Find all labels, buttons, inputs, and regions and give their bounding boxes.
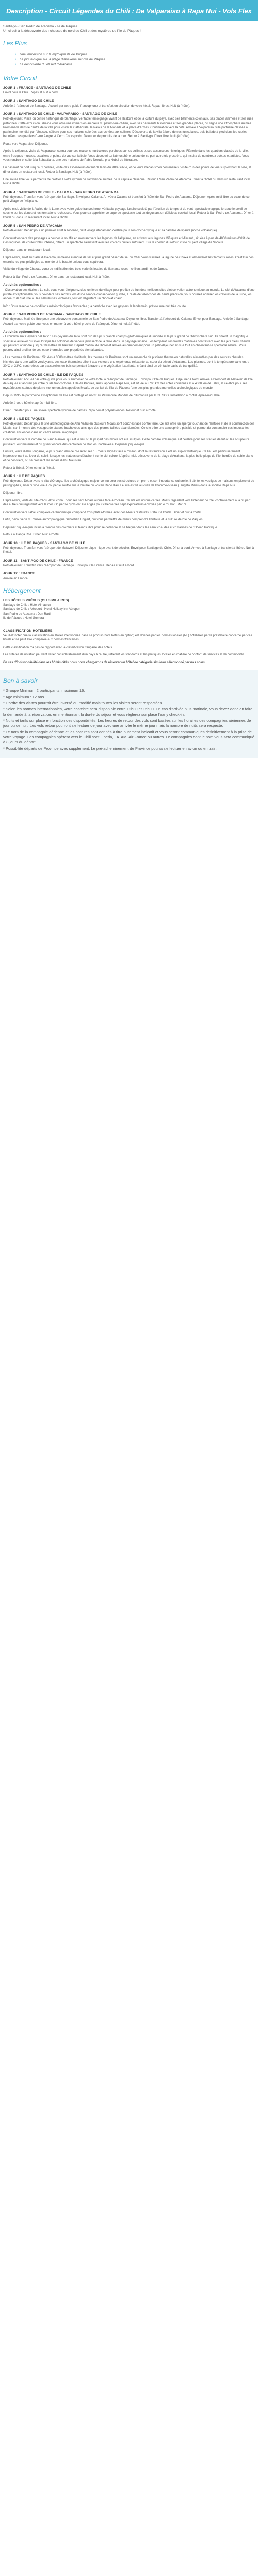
day-title: JOUR 12 : FRANCE [3, 572, 35, 575]
day-title: Activités optionnelles : [3, 283, 41, 287]
bon-a-savoir-item: * Selon les normes internationales, votre chambre sera disponible entre 12h30 et 15h00. En cas d'arrivée plus matinale, vous devez donc en faire la demande à la réservation, en mentionnant la durée du séjour et vous réglerez sur place l'early check-in. [3, 707, 253, 717]
page-title: Description - Circuit Légendes du Chili : De Valparaiso à Rapa Nui - Vols Flex [0, 0, 258, 21]
circuit-heading: Votre Circuit [3, 75, 37, 82]
day-paragraph: Retour à San Pedro de Atacama. Dîner dans un restaurant local. Nuit à l'hôtel. [3, 275, 110, 279]
classification-para: Cette classification n'a pas de rapport avec la classification française des hôtels. [3, 646, 113, 649]
bon-a-savoir-item: * Possibilité départs de Province avec supplément. Le pré-acheminement de Province pourra s'effectuer en avion ou en train. [3, 746, 218, 751]
day-paragraph: Après-midi, visite de la Vallée de la Lune avec votre guide francophone, véritable paysage lunaire sculpté par l'érosion du temps et du vent, spectacle magique lorsque le soleil se couche sur les dunes et les formations rocheuses. Vous pourrez apprécier ce superbe spectacle tout en dégustant un délicieux cocktail local. Retour à San Pedro de Atacama. Dîner à l'hôtel ou dans un restaurant local. Nuit à l'hôtel. [3, 207, 254, 219]
day-paragraph: Arrivée à l'aéroport de Santiago. Accueil par votre guide francophone et transfert en direction de votre hôtel. Repas libres. Nuit (à l'hôtel). [3, 104, 190, 108]
day-paragraph: Déjeuner pique-nique inclus à l'ombre des cocotiers et temps libre pour se détendre et se baigner dans les eaux chaudes et cristallines de l'Océan Pacifique. [3, 526, 218, 529]
classification-para: Veuillez noter que la classification en étoiles mentionnée dans ce produit (hors hôtels en option) est donnée par les normes locales (NL) hôtelières par le prestataire concerné par ces hôtels et ne peut être comparée aux normes françaises. [3, 634, 252, 641]
day-paragraph: Envol pour le Chili. Repas et nuit à bord. [3, 91, 59, 94]
day-title: JOUR 3 : SANTIAGO DE CHILE - VALPARAISO - SANTIAGO DE CHILE [3, 112, 118, 116]
day-title: JOUR 5 : SAN PEDRO DE ATACAMA [3, 224, 63, 228]
day-paragraph: Retour à Hanga Roa. Dîner. Nuit à l'hôtel. [3, 533, 60, 536]
day-title: JOUR 6 : SAN PEDRO DE ATACAMA - SANTIAGO DE CHILE [3, 313, 101, 316]
day-title: JOUR 4 : SANTIAGO DE CHILE - CALAMA - SAN PEDRO DE ATACAMA [3, 190, 119, 194]
page [0, 0, 258, 758]
trip-meta [0, 21, 258, 33]
bon-a-savoir-item: * Le nom de la compagnie aérienne et les horaires sont donnés à titre purement indicatif et vous seront communiqués définitivement à la prise de votre voyage. Les compagnies opèrent vers le Chili sont : Iberia, LATAM, Air France ou autres. Le compagnies dont le nom vous sera communiqué à 8 jours du départ. [3, 730, 255, 744]
day-title: JOUR 9 : ILE DE PAQUES [3, 474, 45, 478]
day-title: JOUR 7 : SANTIAGO DE CHILE - ILE DE PAQUES [3, 372, 84, 377]
day-paragraph: Déjeuner libre. [3, 492, 24, 495]
classification-title: CLASSIFICATION HÔTELIÈRE [3, 629, 53, 633]
hotel-item: Santiago de Chile : Hotel Almacruz [3, 603, 51, 607]
day-paragraph: L'après-midi, visite du site d'Ahu Akivi, connu pour ses sept Moaïs alignés face à l'océan. Ce site est unique car les Moaïs regardent vers l'intérieur de l'île, contrairement à la plupart des autres qui regardent vers la mer. On pense qu'ils ont été érigés pour célébrer les sept explorateurs envoyés par le roi Hotu Matu'a. [3, 499, 251, 506]
bon-a-savoir-item: * Age minimum : 12 ans [3, 694, 44, 699]
day-paragraph: Arrivée à votre hôtel et après-midi libre. [3, 401, 57, 405]
day-paragraph: Info : Sous réserve de conditions météorologiques favorables ; la cambrée avec les geysers le lendemain, prévoir une nuit très courte. [3, 304, 187, 308]
plus-item: • Une immersion sur la mythique île de Pâques [20, 52, 258, 57]
day-paragraph: Déjeuner dans un restaurant local. [3, 248, 51, 252]
hebergement-section [0, 599, 258, 665]
day-title: JOUR 2 : SANTIAGO DE CHILE [3, 99, 54, 103]
day-paragraph: Continuation vers des paysages à couper le souffle en montant vers les lagunes de l'altiplano, en arrivant aux lagunes Miñiques et Miscanti, situées à plus de 4000 mètres d'altitude. Ces lagunes, de couleur bleu intense, offrent un spectacle saisissant avec les volcans qui les entourent. Sur le chemin du retour, visite du petit village de Socaire. [3, 236, 251, 244]
day-paragraph: Petit-déjeuner. Transfert vers l'aéroport de Mataveri. Déjeuner pique-nique avant de décoller. Envol pour Santiago de Chile. Dîner à bord. Arrivée à Santiago et transfert à l'hôtel. Nuit à l'hôtel. [3, 546, 254, 554]
day-title: JOUR 10 : ILE DE PAQUES - SANTIAGO DE CHILE [3, 541, 86, 545]
day-title: JOUR 8 : ILE DE PAQUES [3, 417, 45, 421]
bon-a-savoir-heading: Bon à savoir [3, 677, 38, 684]
day-paragraph: Retour à l'hôtel. Dîner et nuit à l'hôtel. [3, 466, 55, 470]
bon-a-savoir-section [0, 670, 258, 758]
plus-heading: Les Plus [3, 40, 27, 47]
day-paragraph: Petit-déjeuner. Départ pour un premier arrêt à Toconao, petit village atacameño célèbre pour son clocher typique et sa carrière de liparite (roche volcanique). [3, 229, 218, 232]
day-title: JOUR 1 : FRANCE - SANTIAGO DE CHILE [3, 86, 72, 90]
day-paragraph: En passant du port jusqu'aux collines, visite des ascenseurs datant de la fin du XIXe siècle, et de leurs mécanismes centenaires. Visite d'un des points de vue surplombant la ville, et dîner dans un restaurant local. Retour à Santiago. Nuit (à l'hôtel). [3, 166, 251, 174]
bon-a-savoir-item: * Nuits et tarifs sur place en fonction des disponibilités. Les heures de retour des vols sont basées sur les horaires des compagnies aériennes de jour ou de nuit. Les vols retour pourront s'effectuer de jour avec une arrivée le même jour mais la nombre de nuits sera respecté. [3, 718, 251, 728]
hotels-subtitle: LES HÔTELS PRÉVUS (OU SIMILAIRES) [3, 598, 69, 602]
plus-item: • La découverte du désert d'Atacama [20, 62, 258, 67]
day-paragraph: L'après-midi, arrêt au Salar d'Atacama, immense étendue de sel et plus grand désert de sel du Chili. Vous visiterez la lagune de Chaxa et observerez les flamants roses. C'est l'un des endroits les plus privilégiés au monde et la beauté unique vous captivera. [3, 256, 254, 264]
day-paragraph: Petit-déjeuner. Visite du centre historique de Santiago. Véritable témoignage vivant de l'histoire et de la culture du pays, avec ses bâtiments coloniaux, ses places animées et ses rues piétonnes. Cette excursion urbaine vous offre une immersion au cœur du patrimoine chilien, avec ses bâtiments historiques et ses grandes places, où règne une atmosphère animée. Promenade dans le centre de la ville pour visiter la Cathédrale, le Palais de la Moneda et la place d'Armes. Continuation vers la côte. Arrivée à Valparaiso, ville portuaire classée au patrimoine mondial par l'Unesco, célèbre pour ses maisons colorées accrochées aux collines. Découverte de la ville à bord de ses funiculaires, puis balade à pied dans les ruelles bariolées des quartiers Cerro Alegre et Cerro Concepción. Déjeuner de produits de la mer. Retour à Santiago. Dîner libre. Nuit (à l'hôtel). [3, 117, 253, 138]
day-paragraph: Après le déjeuner, visite de Valparaiso, connu pour ses maisons multicolores perchées sur les collines et ses ascenseurs historiques. Flânerie dans les quartiers classés de la ville, entre fresques murales, escaliers et points de vue sur la baie. Vous découvrirez l'atmosphère unique de ce port autrefois prospère, qui inspira de nombreux poètes et artistes. Vous vous rendrez ensuite à la Sebastiana, une des maisons de Pablo Neruda, prix Nobel de littérature. [3, 150, 249, 162]
hotel-item: Ile de Pâques : Hotel Gomera [3, 617, 44, 620]
day-paragraph: Depuis 1995, le patrimoine exceptionnel de l'île est protégé et inscrit au Patrimoine Mondial de l'Humanité par l'UNESCO. Installation à l'hôtel. Après-midi libre. [3, 394, 221, 397]
day-paragraph: - Excursion aux Geysers del Tatio : Les geysers du Tatio sont l'un des plus grands champs géothermiques du monde et le plus grand de l'hémisphère sud. Ils offrent un magnifique spectacle au lever du soleil lorsque les colonnes de vapeur jaillissent de la terre dans un paysage lunaire. Les températures froides matinales contrastent avec les jets d'eau chaude qui peuvent atteindre jusqu'à 10 mètres de hauteur. Départ matinal de l'hôtel et arrivée au campement pour un petit-déjeuner en vue tout en observant ce spectacle naturel. Vous pourrez ainsi profiter de ces eaux thermales aux propriétés bienfaisantes. [3, 335, 251, 352]
bon-a-savoir-item: * L'ordre des visites pourrait être inversé ou modifié mais toutes les visites seront respectées. [3, 701, 163, 705]
day-paragraph: Arrivée en France. [3, 577, 29, 580]
day-paragraph: Continuation vers la carrière de Rano Raraku, qui est le lieu où la plupart des moaïs ont été sculptés. Cette carrière volcanique est célèbre pour ses statues de tuf où les sculpteurs puisaient leur matériau et où gisent encore des centaines de statues inachevées. Déjeuner pique-nique. [3, 438, 249, 446]
plus-list [0, 52, 258, 67]
day-paragraph: Petit-déjeuner. Départ pour le site archéologique de Ahu Vaihu en plusieurs Moaïs sont couchés face contre terre. Ce site offre un aperçu touchant de l'histoire et de la construction des Moaïs, car il montre des vestiges de statues inachevées ainsi que des pierres taillées abandonnées. Ce site offre une atmosphère paisible et permet de contempler ces imposantes créations anciennes dans un cadre naturel magnifique. [3, 422, 255, 434]
day-title: JOUR 11 : SANTIAGO DE CHILE - FRANCE [3, 558, 73, 563]
hotel-list [3, 603, 255, 621]
hotel-item: San Pedro de Atacama : Don Raúl [3, 612, 51, 616]
day-paragraph: Visite du village de Chaxas, zone de nidification des trois variétés locales de flamants roses : chilien, andin et de James. [3, 268, 168, 271]
bon-a-savoir-item: * Groupe Minimum 2 participants, maximum 16. [3, 688, 85, 693]
route-line: Santiago - San Pedro de Atacama - Ile de Pâques [3, 25, 77, 28]
day-paragraph: Ensuite, visite d'Ahu Tongariki, le plus grand ahu de l'île avec ses 15 moaïs alignés face à l'océan, dont la restauration a été un exploit historique. Ce lieu est particulièrement impressionnant au lever du soleil, lorsque les statues se détachent sur le ciel coloré. L'après-midi, découverte de la plage d'Anakena, la plus belle plage de l'île, bordée de sable blanc et de cocotiers, où se dressent les moaïs d'Ahu Nau Nau. [3, 450, 253, 462]
day-paragraph: Dîner. Transfert pour une soirée spectacle typique de danses Rapa Nui et polynésiennes. Retour et nuit à l'hôtel. [3, 409, 157, 412]
day-paragraph: Enfin, découverte du musée anthropologique Sebastián Englert, qui vous permettra de mieux comprendre l'histoire et la culture de l'île de Pâques. [3, 518, 204, 521]
day-paragraph: Petit-déjeuner. Matinée libre pour une découverte personnelle de San Pedro de Atacama. Déjeuner libre. Transfert à l'aéroport de Calama. Envol pour Santiago. Arrivée à Santiago. Accueil par votre guide pour vous emmener à votre hôtel proche de l'aéroport. Dîner et nuit à l'hôtel. [3, 318, 250, 326]
day-paragraph: Petit-déjeuner. Départ vers le site d'Orongo, lieu archéologique majeur connu pour ses structures en pierre et son importance culturelle. Il abrite les vestiges de maisons en pierre et de pétroglyphes, ainsi qu'une vue à couper le souffle sur le cratère du volcan Rano Kau. Le site est lié au culte de l'homme-oiseau (Tangata Manu) dans la société Rapa Nui. [3, 480, 254, 487]
day-paragraph: Petit-déjeuner. Accueil par votre guide pour vous emmener de votre hôtel à l'aéroport de Santiago. Envol pour l'île de Pâques. Déjeuner à bord. Arrivée à l'aéroport de Mataveri de l'île de Pâques et accueil par votre guide francophone. L'île de Pâques, aussi appelée Rapa Nui, est située à 3700 km des côtes chiliennes et à 4000 km de Tahiti, et célèbre pour ses mystérieuses statues de pierre monumentales appelées Moaïs, ce qui fait de l'île de Pâques l'une des plus grandes merveilles archéologiques du monde. [3, 378, 253, 390]
circuit-days [0, 86, 258, 581]
hebergement-heading: Hébergement [3, 587, 41, 595]
plus-item: • Le pique-nique sur la plage d'Anakena sur l'île de Pâques [20, 57, 258, 62]
classification-para: Les critères de notation peuvent varier considérablement d'un pays à l'autre, reflétant les standards et les pratiques locales en matière de confort, de services et de commodités. [3, 653, 245, 656]
day-paragraph: Petit-déjeuner. Transfert vers l'aéroport de Santiago. Envol pour la France. Repas et nuit à bord. [3, 564, 135, 567]
day-paragraph: - Les thermes de Puritama : Situées à 3500 mètres d'altitude, les thermes de Puritama sont un ensemble de piscines thermales naturelles alimentées par des sources chaudes. Nichées dans une vallée verdoyante, ces eaux thermales offrent aux visiteurs une expérience relaxante au cœur du désert d'Atacama. Les piscines, dont la température varie entre 30°C et 33°C, sont reliées par passerelles en bois serpentant à travers une végétation luxuriante, créant ainsi un véritable oasis de tranquillité. [3, 356, 249, 368]
day-title: Activités optionnelles : [3, 330, 41, 334]
tagline: Un circuit à la découverte des richesses du nord du Chili et des mystères de l'île de Pâques ! [3, 29, 141, 33]
day-paragraph: Petit-déjeuner. Transfert vers l'aéroport de Santiago. Envol pour Calama. Arrivée à Calama et transfert à l'hôtel de San Pedro de Atacama. Déjeuner. Après-midi libre au cœur de ce petit village de l'Altiplano. [3, 195, 250, 203]
day-paragraph: Route vers Valparaiso. Déjeuner. [3, 142, 49, 146]
day-paragraph: Une soirée libre vous permettra de profiter à votre rythme de l'ambiance animée de la capitale chilienne. Retour à San Pedro de Atacama. Dîner à l'hôtel ou dans un restaurant local. Nuit à l'hôtel. [3, 178, 251, 185]
classification-note: En cas d'indisponibilité dans les hôtels cités nous nous chargerons de réserver un hôtel de catégorie similaire sélectionné par nos soins. [3, 660, 206, 664]
day-paragraph: - Observation des étoiles : Le soir, vous vous éloignerez des lumières du village pour profiter de l'un des meilleurs sites d'observation astronomique au monde. Le ciel d'Atacama, d'une pureté exceptionnelle, vous dévoilera ses secrets lors d'une séance d'observation guidée, à l'aide de télescopes de haute précision, vous pourrez admirer les cratères de la Lune, les anneaux de Saturne ou les nébuleuses lointaines, tout en dégustant un chocolat chaud. [3, 289, 255, 300]
day-paragraph: Continuation vers Tahai, complexe cérémoniel qui comprend trois plates-formes avec des Moaïs restaurés. Retour à l'hôtel. Dîner et nuit à l'hôtel. [3, 511, 202, 514]
hotel-item: Santiago de Chile / Aéroport : Hotel Holiday Inn Aéroport [3, 608, 81, 611]
